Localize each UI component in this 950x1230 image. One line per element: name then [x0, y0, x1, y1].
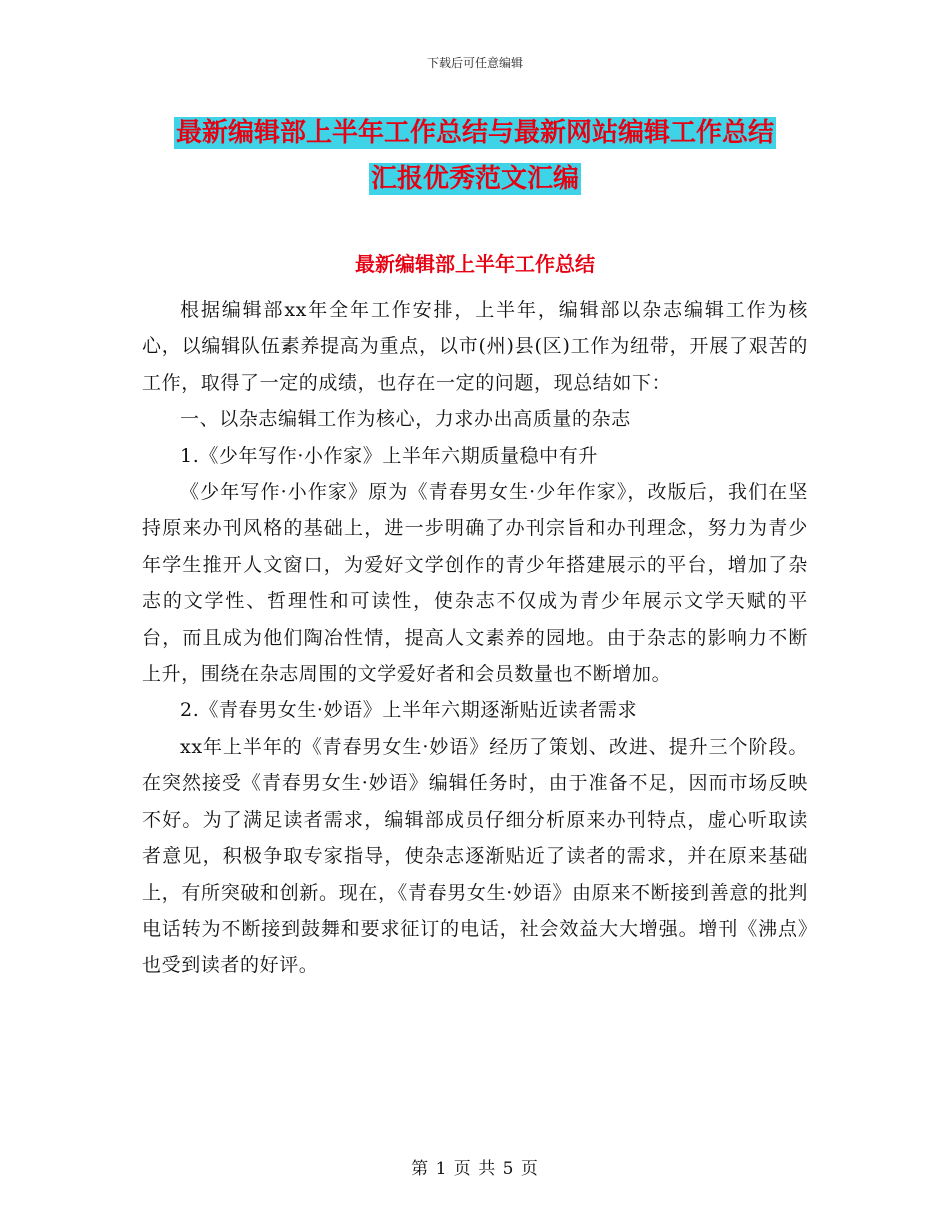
paragraph-intro: 根据编辑部xx年全年工作安排，上半年，编辑部以杂志编辑工作为核心，以编辑队伍素养提高为重点，以市(州)县(区)工作为纽带，开展了艰苦的工作，取得了一定的成绩，也存在一定的问题，现总结如下： — [142, 299, 808, 394]
section-title: 最新编辑部上半年工作总结 — [355, 252, 595, 276]
document-title-line-1: 最新编辑部上半年工作总结与最新网站编辑工作总结 — [175, 118, 774, 148]
paragraph-item-1: 《少年写作·小作家》原为《青春男女生·少年作家》，改版后，我们在坚持原来办刊风格的基础上，进一步明确了办刊宗旨和办刊理念，努力为青少年学生推开人文窗口，为爱好文学创作的青少年搭建展示的平台，增加了杂志的文学性、哲理性和可读性，使杂志不仅成为青少年展示文学天赋的平台，而且成为他们陶冶性情，提高人文素养的园地。由于杂志的影响力不断上升，围绕在杂志周围的文学爱好者和会员数量也不断增加。 — [142, 481, 808, 686]
subheading-item-2: 2.《青春男女生·妙语》上半年六期逐渐贴近读者需求 — [180, 699, 638, 722]
header-note: 下载后可任意编辑 — [426, 56, 523, 70]
document-body — [142, 292, 808, 984]
heading-part-one: 一、以杂志编辑工作为核心，力求办出高质量的杂志 — [180, 408, 631, 431]
paragraph-item-2: xx年上半年的《青春男女生·妙语》经历了策划、改进、提升三个阶段。在突然接受《青春男女生·妙语》编辑任务时，由于准备不足，因而市场反映不好。为了满足读者需求，编辑部成员仔细分析原来办刊特点，虚心听取读者意见，积极争取专家指导，使杂志逐渐贴近了读者的需求，并在原来基础上，有所突破和创新。现在，《青春男女生·妙语》由原来不断接到善意的批判电话转为不断接到鼓舞和要求征订的电话，社会效益大大增强。增刊《沸点》也受到读者的好评。 — [142, 735, 808, 977]
document-title-line-2: 汇报优秀范文汇编 — [370, 164, 579, 194]
page-number-footer: 第 1 页 共 5 页 — [411, 1159, 539, 1179]
document-title — [0, 110, 950, 202]
subheading-item-1: 1.《少年写作·小作家》上半年六期质量稳中有升 — [180, 444, 598, 467]
